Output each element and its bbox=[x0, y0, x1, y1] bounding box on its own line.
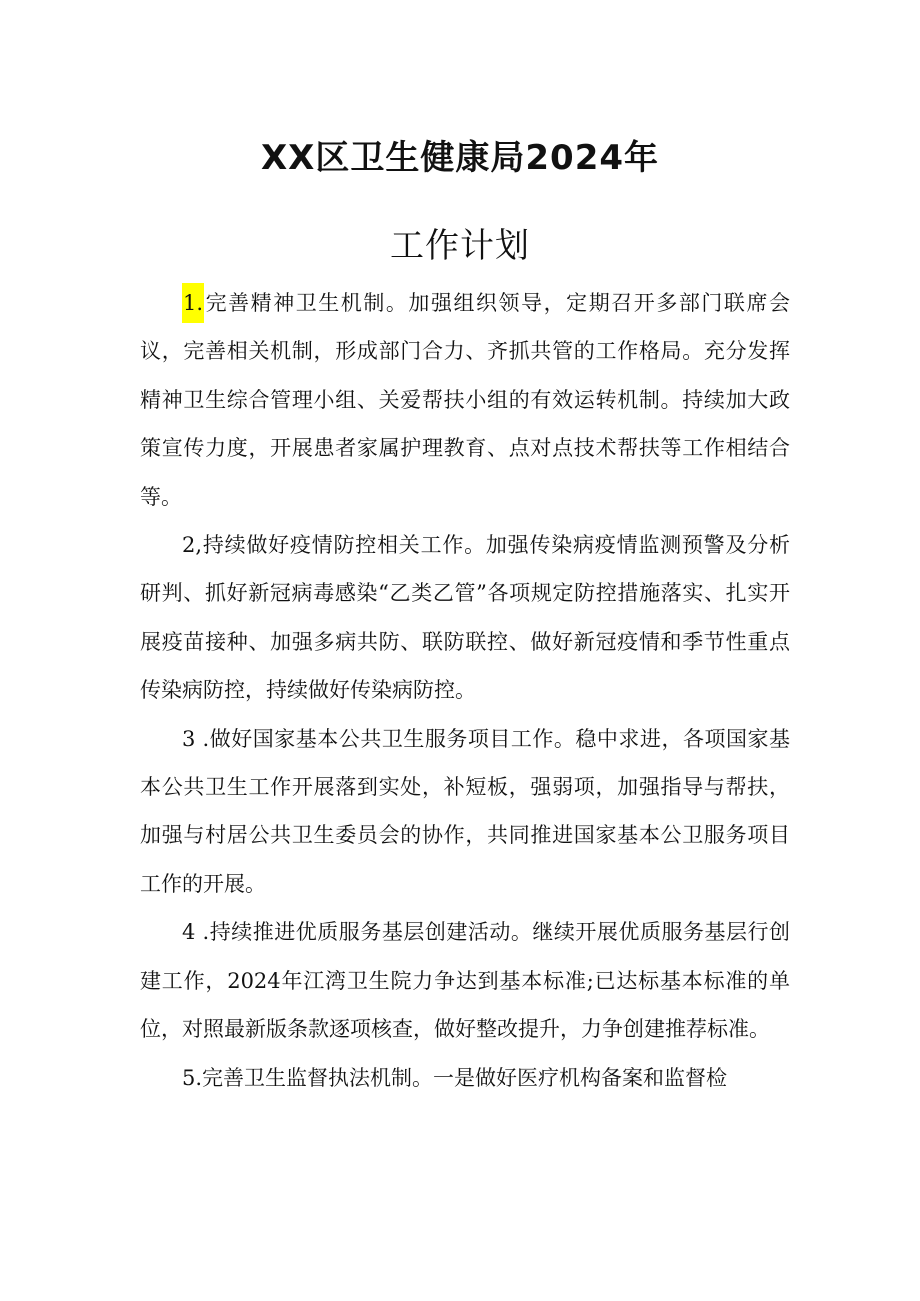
highlighted-marker: 1. bbox=[182, 283, 204, 323]
paragraph-marker: 2, bbox=[182, 533, 203, 558]
paragraph-marker: 4 . bbox=[182, 920, 210, 945]
paragraph-3 bbox=[140, 715, 790, 909]
document-title-line-1: XX区卫生健康局2024年 bbox=[260, 138, 660, 178]
paragraph-4 bbox=[140, 908, 790, 1053]
paragraph-marker: 5. bbox=[182, 1065, 203, 1090]
paragraph-2 bbox=[140, 521, 790, 715]
document-body bbox=[140, 279, 790, 1102]
document-title-line-2: 工作计划 bbox=[390, 226, 530, 266]
paragraph-text: 做好国家基本公共卫生服务项目工作。稳中求进，各项国家基本公共卫生工作开展落到实处，补短板，强弱项，加强指导与帮扶，加强与村居公共卫生委员会的协作，共同推进国家基本公卫服务项目工作的开展。 bbox=[140, 726, 791, 896]
paragraph-text: 完善精神卫生机制。加强组织领导，定期召开多部门联席会议，完善相关机制，形成部门合力、齐抓共管的工作格局。充分发挥精神卫生综合管理小组、关爱帮扶小组的有效运转机制。持续加大政策宣传力度，开展患者家属护理教育、点对点技术帮扶等工作相结合等。 bbox=[140, 291, 790, 509]
paragraph-marker: 3 . bbox=[182, 726, 210, 751]
paragraph-1 bbox=[140, 279, 790, 521]
paragraph-text: 完善卫生监督执法机制。一是做好医疗机构备案和监督检 bbox=[202, 1065, 728, 1090]
paragraph-text: 持续推进优质服务基层创建活动。继续开展优质服务基层行创建工作，2024年江湾卫生院力争达到基本标准;已达标基本标准的单位，对照最新版条款逐项核查，做好整改提升，力争创建推荐标准。 bbox=[140, 920, 791, 1042]
paragraph-5 bbox=[140, 1054, 790, 1102]
paragraph-text: 持续做好疫情防控相关工作。加强传染病疫情监测预警及分析研判、抓好新冠病毒感染“乙类乙管”各项规定防控措施落实、扎实开展疫苗接种、加强多病共防、联防联控、做好新冠疫情和季节性重点传染病防控，持续做好传染病防控。 bbox=[140, 533, 790, 703]
